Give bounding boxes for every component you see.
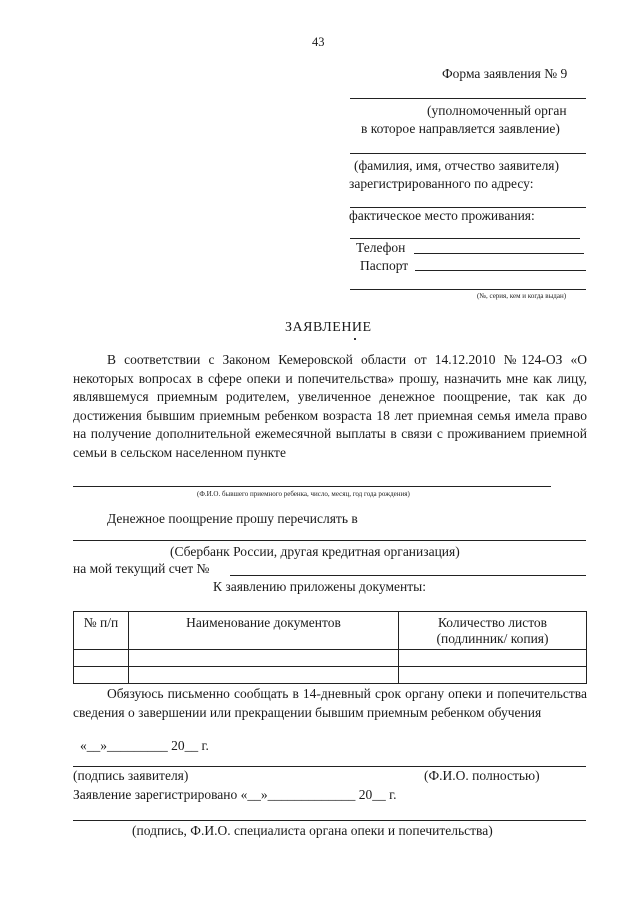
cell xyxy=(74,650,129,667)
page-number: 43 xyxy=(312,35,325,49)
date-line: «__»_________ 20__ г. xyxy=(80,738,209,753)
child-info-line xyxy=(73,486,551,487)
header-sheet-count: Количество листов (подлинник/ копия) xyxy=(399,612,587,650)
passport-hint: (№, серия, кем и когда выдан) xyxy=(477,292,567,300)
account-label: на мой текущий счет № xyxy=(73,561,210,576)
account-line xyxy=(230,575,586,576)
authority-hint-1: (уполномоченный орган xyxy=(427,103,567,118)
signature-line xyxy=(73,766,586,767)
phone-label: Телефон xyxy=(356,240,406,255)
child-hint: (Ф.И.О. бывшего приемного ребенка, число, месяц, год года рождения) xyxy=(197,490,410,498)
body-paragraph: В соответствии с Законом Кемеровской области от 14.12.2010 №124-ОЗ «О некоторых вопросах в сфере опеки и попечительства» прошу, назначить мне как лицу, являвшемуся приемным родителем, увеличенное денежное поощрение, так как до достижения бывшим приемным ребенком возраста 18 лет приемная семья имела право на получение дополнительной ежемесячной выплаты в связи с проживанием приемной семьи в сельском населенном пункте xyxy=(73,352,587,460)
table-header-row xyxy=(74,612,587,650)
specialist-hint: (подпись, Ф.И.О. специалиста органа опеки и попечительства) xyxy=(132,823,493,838)
cell xyxy=(129,667,399,684)
residence-line xyxy=(350,238,580,239)
header-document-name: Наименование документов xyxy=(129,612,399,650)
registered-address-label: зарегистрированного по адресу: xyxy=(349,176,534,191)
specialist-line xyxy=(73,820,586,821)
phone-line xyxy=(414,253,584,254)
cell xyxy=(399,667,587,684)
obligation-paragraph: Обязуюсь письменно сообщать в 14-дневный срок органу опеки и попечительства сведения о завершении или прекращении бывшим приемным ребенком обучения xyxy=(73,686,587,720)
statement-title: ЗАЯВЛЕНИЕ xyxy=(285,320,372,335)
cell xyxy=(74,667,129,684)
passport-line xyxy=(415,270,586,271)
authority-hint-2: в которое направляется заявление) xyxy=(361,121,560,136)
bank-hint: (Сбербанк России, другая кредитная организация) xyxy=(170,544,460,559)
table-row xyxy=(74,667,587,684)
passport-label: Паспорт xyxy=(360,258,409,273)
cell xyxy=(129,650,399,667)
registered-line: Заявление зарегистрировано «__»_____________ 20__ г. xyxy=(73,787,397,802)
actual-residence-label: фактическое место проживания: xyxy=(349,208,535,223)
passport-details-line xyxy=(350,289,586,290)
bank-line xyxy=(73,540,586,541)
signature-hint: (подпись заявителя) xyxy=(73,768,189,783)
applicant-name-line xyxy=(350,153,586,154)
transfer-request: Денежное поощрение прошу перечислять в xyxy=(107,511,358,526)
full-name-hint: (Ф.И.О. полностью) xyxy=(424,768,540,783)
header-number: № п/п xyxy=(74,612,129,650)
documents-table xyxy=(73,611,587,684)
applicant-hint: (фамилия, имя, отчество заявителя) xyxy=(354,158,560,173)
attached-title: К заявлению приложены документы: xyxy=(213,579,426,594)
authority-line xyxy=(350,98,586,99)
cell xyxy=(399,650,587,667)
table-row xyxy=(74,650,587,667)
speck xyxy=(354,338,356,340)
form-title: Форма заявления № 9 xyxy=(442,66,568,81)
